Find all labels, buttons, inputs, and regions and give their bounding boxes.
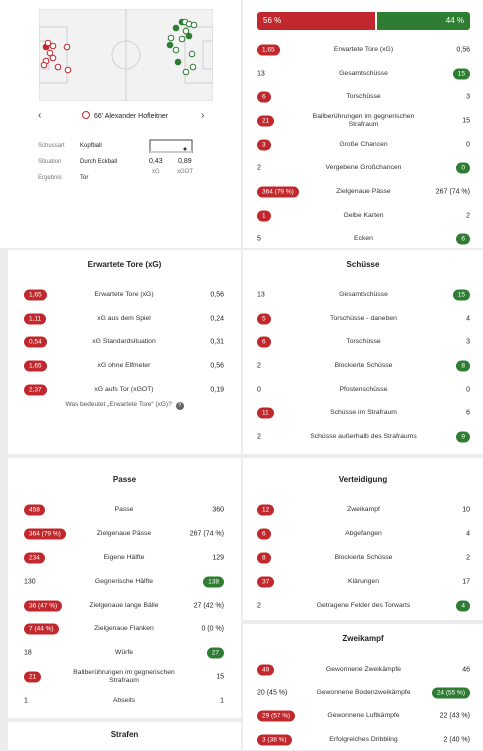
stat-label: Gewonnene Luftkämpfe [327,712,400,720]
stat-away-value: 0 (0 %) [201,625,224,633]
stat-label: Getragene Felder des Torwarts [316,601,411,609]
stat-away-value: 15 [216,673,224,681]
stat-row [257,681,470,704]
stat-label: Blockierte Schüsse [334,553,393,561]
stat-away-value: 129 [212,554,224,562]
stat-home-value: 2,37 [24,384,47,395]
stat-row [24,570,224,594]
stat-home-value: 2 [257,433,261,441]
shots-card [243,250,483,454]
stat-home-value: 12 [257,504,274,515]
stat-home-value: 364 (79 %) [257,187,299,198]
stat-home-value: 130 [24,578,36,586]
stat-label: xG Standardsituation [92,338,156,346]
stat-row [24,594,224,618]
stat-away-value: 24 (55 %) [432,687,470,698]
away-shot-marker[interactable] [190,64,196,70]
defense-section-title: Verteidigung [338,475,388,484]
stat-label: Erwartete Tore (xG) [94,290,154,298]
stat-away-value: 2 (40 %) [443,736,470,744]
stat-label: Zweikampf [347,505,380,513]
stat-home-value: 20 (45 %) [257,689,288,697]
stat-home-value: 13 [257,70,265,78]
shot-result-value: Tor [80,175,89,181]
away-shot-marker[interactable] [179,36,185,42]
stat-home-value: 5 [257,235,261,243]
stat-home-value: 2 [257,164,261,172]
stat-row [257,354,470,378]
xg-stats [24,283,224,403]
stat-home-value: 13 [257,291,265,299]
shot-header [82,111,168,120]
stat-label: Torschüsse - daneben [330,314,397,322]
stat-row [24,689,224,713]
stat-row [24,283,224,307]
shot-map-card [0,0,241,248]
stat-home-value: 234 [24,552,45,563]
penalties-section-title: Strafen [110,730,139,739]
stat-label: Abgefangen [345,529,382,537]
stat-home-value: 2 [257,362,261,370]
xg-card [8,250,241,454]
stat-row [257,283,470,307]
stat-away-value: 2 [466,554,470,562]
xg-label: xG [152,169,160,175]
stat-row [257,204,470,228]
stat-row [24,354,224,378]
stat-row [257,498,470,522]
away-shot-marker[interactable] [167,42,173,48]
stat-home-value: 3 [257,139,271,150]
stat-home-value: 5 [257,313,271,324]
stat-home-value: 6 [257,92,271,103]
defense-stats [257,498,470,618]
goal-frame-icon [149,139,193,153]
stat-home-value: 1,65 [24,289,47,300]
xg-help-link[interactable] [8,401,241,410]
stat-away-value: 46 [462,666,470,674]
stat-row [257,594,470,618]
possession-away-value: 44 % [445,16,464,25]
stat-row [257,180,470,204]
stat-row [24,546,224,570]
stat-row [257,109,470,133]
pitch [39,9,213,101]
shot-situation-value: Durch Eckball [80,159,118,165]
stat-away-value: 15 [453,289,470,300]
stat-row [257,425,470,449]
stat-away-value: 9 [456,432,470,443]
stat-home-value: 3 (38 %) [257,734,292,745]
stat-away-value: 4 [456,600,470,611]
xg-value: 0,43 [149,158,163,165]
xgot-label: xGOT [177,169,193,175]
stat-row [257,38,470,62]
stat-away-value: 15 [462,117,470,125]
stat-label: xG aus dem Spiel [97,314,151,322]
stat-home-value: 11 [257,408,274,419]
home-shot-marker[interactable] [65,67,71,73]
home-shot-marker[interactable] [55,64,61,70]
stat-home-value: 37 [257,576,274,587]
stat-home-value: 49 [257,664,274,675]
stat-label: Klärungen [348,577,379,585]
stat-label: Erfolgreiches Dribbling [329,735,398,743]
stat-label: Vergebene Großchancen [325,164,402,172]
prev-shot-button[interactable]: ‹ [38,110,42,121]
overview-stats [257,38,470,248]
stat-away-value: 15 [453,68,470,79]
stat-away-value: 4 [466,315,470,323]
stat-away-value: 0,56 [210,291,224,299]
away-shot-marker[interactable] [175,59,181,65]
stat-away-value: 10 [462,506,470,514]
stat-row [257,522,470,546]
xg-help-text: Was bedeutet „Erwartete Tore“ (xG)? [65,401,172,408]
shot-type-label: Schussart [38,143,65,149]
shot-situation-label: Situation [38,159,62,165]
stat-label: xG aufs Tor (xGOT) [94,385,154,393]
stat-label: Schüsse außerhalb des Strafraums [310,433,417,441]
stat-row [257,570,470,594]
stat-row [257,330,470,354]
duels-stats [257,658,470,750]
stat-row [257,62,470,86]
stat-away-value: 0 [466,141,470,149]
stat-home-value: 21 [257,115,274,126]
stat-home-value: 8 [257,552,271,563]
stat-label: Torschüsse [346,93,381,101]
stat-label: Gesamtschüsse [339,69,388,77]
away-shot-marker[interactable] [186,33,192,39]
stat-away-value: 267 (74 %) [435,188,470,196]
stat-row [24,330,224,354]
stat-home-value: 36 (47 %) [24,600,62,611]
stat-away-value: 17 [462,578,470,586]
possession-home-value: 56 % [263,16,282,25]
home-shot-marker[interactable] [64,44,70,50]
stat-label: Passe [114,505,134,513]
stat-away-value: 27 (42 %) [193,602,224,610]
stat-row [257,378,470,402]
stat-label: Abseits [112,697,136,705]
stat-away-value: 22 (43 %) [439,712,470,720]
stat-label: Ballberührungen im gegnerischen Strafraum [73,669,175,685]
help-icon: ? [176,402,184,410]
away-shot-marker[interactable] [183,69,189,75]
stat-home-value: 1,11 [24,313,46,324]
stat-away-value: 2 [466,212,470,220]
stat-label: Zielgenaue Pässe [336,188,391,196]
stat-row [257,133,470,157]
passes-stats [24,498,224,718]
stat-label: Ballberührungen im gegnerischen Strafraum [312,112,415,128]
shots-stats [257,283,470,448]
stat-label: Zielgenaue lange Bälle [89,601,159,609]
stat-label: Schüsse im Strafraum [330,409,397,417]
stat-row [257,728,470,751]
stat-home-value: 2 [257,602,261,610]
shot-type-value: Kopfball [80,143,102,149]
stat-label: Pfostenschüsse [339,385,388,393]
stat-row [257,658,470,681]
away-shot-marker[interactable] [168,35,174,41]
stat-row [24,522,224,546]
stat-row [257,85,470,109]
stat-home-value: 0 [257,386,261,394]
stat-label: xG ohne Elfmeter [97,361,151,369]
stat-label: Blockierte Schüsse [334,361,393,369]
away-shot-marker[interactable] [189,51,195,57]
penalties-card [8,722,241,750]
stat-away-value: 3 [466,93,470,101]
stat-away-value: 0,24 [210,315,224,323]
stat-away-value: 267 (74 %) [189,530,224,538]
away-shot-marker[interactable] [173,47,179,53]
passes-section-title: Passe [112,475,137,484]
passes-card [8,458,241,718]
stat-label: Eigene Hälfte [103,553,145,561]
xgot-value: 0,89 [178,158,192,165]
stat-away-value: 0,31 [210,338,224,346]
stat-label: Zielgenaue Pässe [96,529,152,537]
stat-row [257,546,470,570]
stat-label: Große Chancen [339,140,388,148]
stat-row [24,665,224,689]
stat-away-value: 4 [466,530,470,538]
stat-row [24,618,224,642]
duels-card [243,624,483,750]
stat-home-value: 1,65 [257,44,280,55]
stat-home-value: 364 (79 %) [24,528,66,539]
stat-home-value: 0,54 [24,337,47,348]
stat-row [24,378,224,402]
stat-home-value: 29 (57 %) [257,711,295,722]
shot-player: Alexander Hofleitner [104,113,169,120]
away-shot-marker[interactable] [173,25,179,31]
stat-label: Gewonnene Bodenzweikämpfe [316,688,411,696]
stat-away-value: 0,56 [210,362,224,370]
stat-home-value: 6 [257,528,271,539]
defense-card [243,458,483,620]
home-shot-marker[interactable] [50,43,56,49]
stat-home-value: 1 [257,210,271,221]
duels-section-title: Zweikampf [342,634,384,643]
ball-icon [82,111,90,119]
stat-row [257,157,470,181]
stat-home-value: 18 [24,649,32,657]
stat-row [257,228,470,252]
stat-away-value: 6 [456,234,470,245]
stat-away-value: 3 [466,338,470,346]
stat-home-value: 7 (44 %) [24,624,59,635]
shot-minute: 66' [94,113,104,120]
stat-row [257,705,470,728]
stat-label: Gelbe Karten [343,211,384,219]
stat-row [24,498,224,522]
away-shot-marker[interactable] [191,22,197,28]
home-shot-marker[interactable] [41,62,47,68]
stat-label: Gesamtschüsse [339,290,388,298]
stat-away-value: 360 [212,506,224,514]
stat-label: Ecken [354,235,373,243]
stat-label: Würfe [114,649,134,657]
stat-away-value: 0,19 [210,386,224,394]
stat-label: Gegnerische Hälfte [94,577,154,585]
stat-away-value: 0,56 [456,46,470,54]
stat-home-value: 458 [24,504,45,515]
next-shot-button[interactable]: › [201,110,205,121]
stat-away-value: 6 [466,409,470,417]
stat-row [24,307,224,331]
stat-home-value: 1 [24,697,28,705]
home-shot-marker[interactable] [50,55,56,61]
stat-home-value: 21 [24,672,41,683]
stat-row [257,307,470,331]
stat-home-value: 6 [257,337,271,348]
overview-card [243,0,483,248]
stat-row [24,641,224,665]
xg-section-title: Erwartete Tore (xG) [87,260,162,269]
stat-home-value: 1,65 [24,360,47,371]
possession-bar [257,12,470,30]
shots-section-title: Schüsse [346,260,380,269]
stat-label: Gewonnene Zweikämpfe [325,665,402,673]
stat-away-value: 1 [220,697,224,705]
stat-row [257,402,470,426]
stat-label: Erwartete Tore (xG) [333,45,394,53]
shot-result-label: Ergebnis [38,175,62,181]
stat-label: Zielgenaue Flanken [94,625,154,633]
stat-label: Torschüsse [346,338,381,346]
stat-away-value: 27 [207,648,224,659]
stat-away-value: 0 [466,386,470,394]
stat-away-value: 8 [456,360,470,371]
stat-away-value: 138 [203,576,224,587]
stat-away-value: 0 [456,163,470,174]
